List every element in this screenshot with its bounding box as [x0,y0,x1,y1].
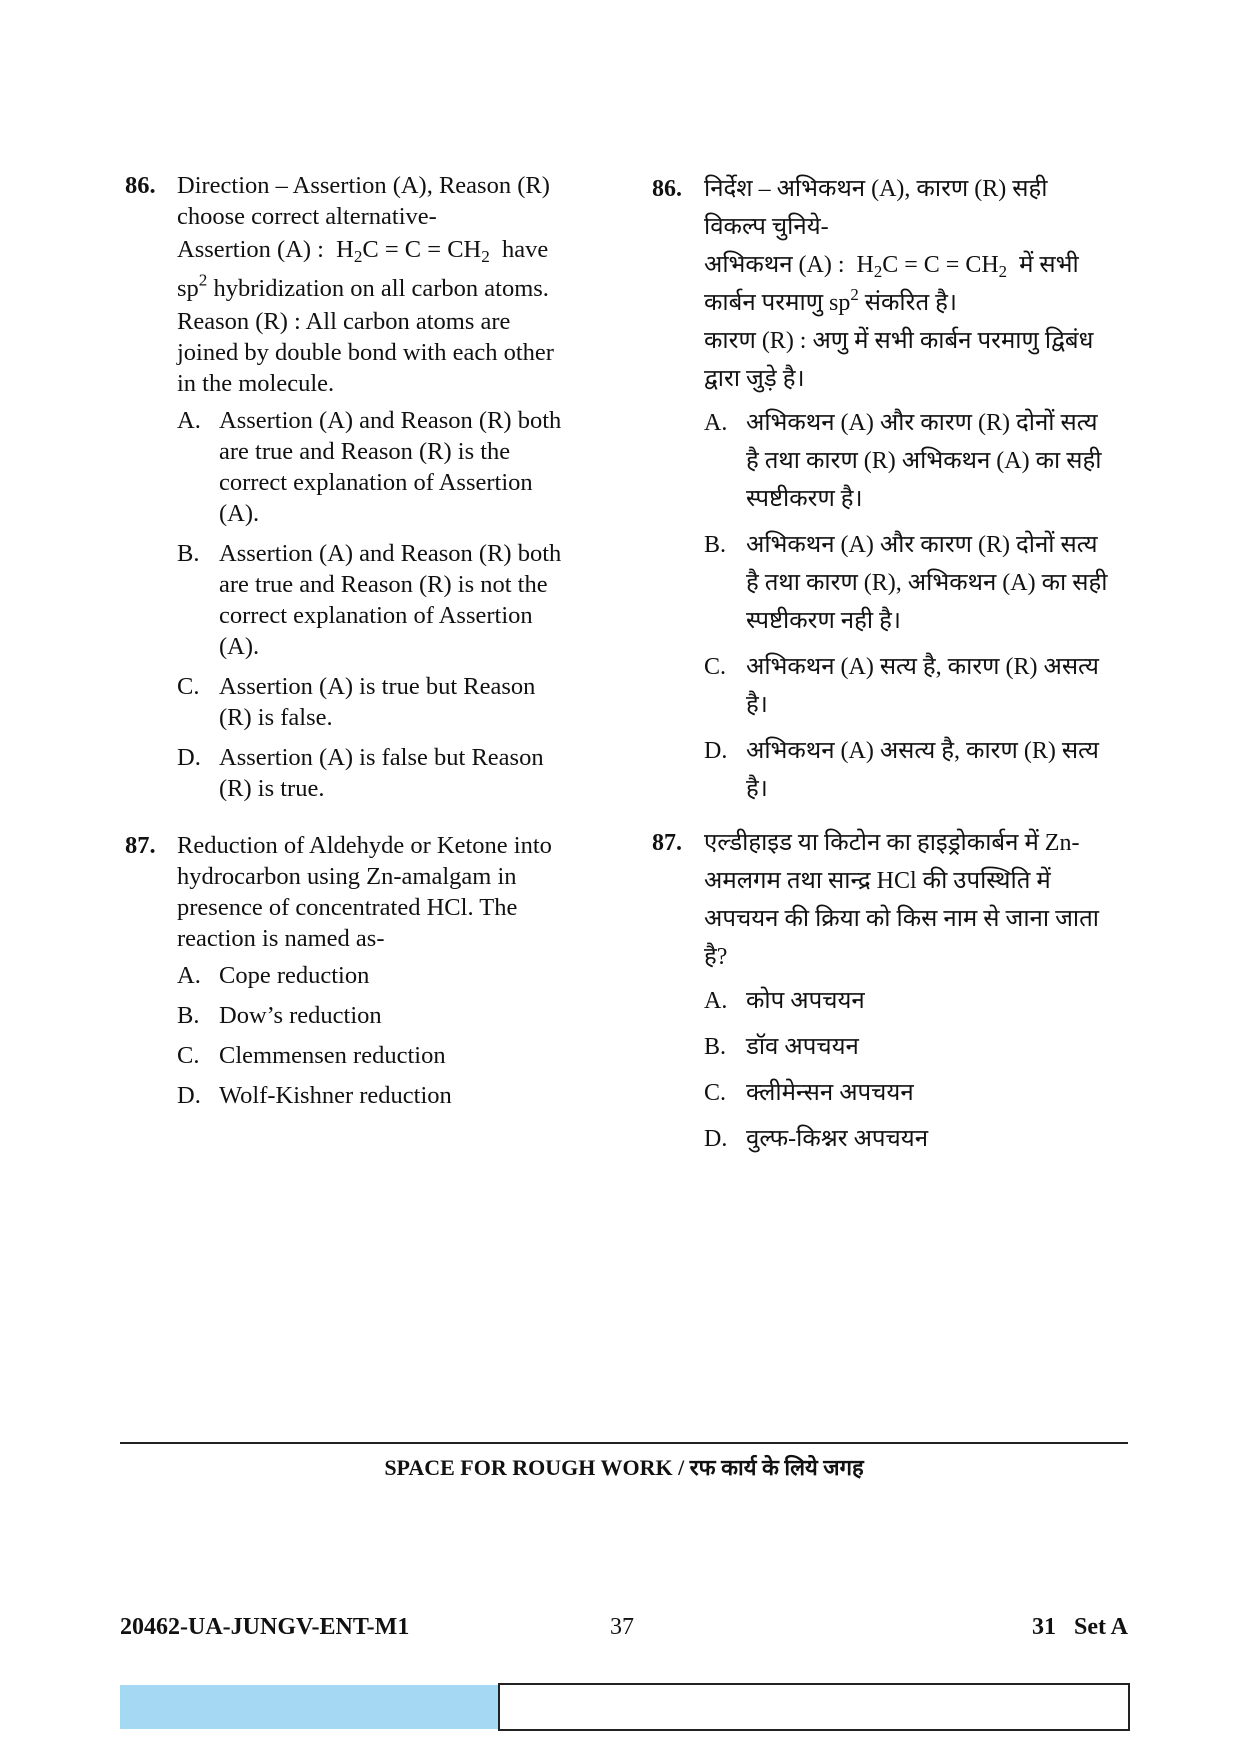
english-column [125,170,605,1120]
page-number: 37 [610,1614,634,1640]
options-list [177,960,605,1111]
question-text: Direction – Assertion (A), Reason (R) [177,172,550,199]
option-b: B. Assertion (A) and Reason (R) both are true and Reason (R) is not the correct explanation of Assertion (A). [177,540,562,660]
option-d: D. अभिकथन (A) असत्य है, कारण (R) सत्य है। [704,738,1099,802]
reason-text: द्वारा जुड़े है। [704,366,805,392]
set-label: 31 Set A [1032,1614,1128,1640]
options-list [704,982,1122,1158]
option-a: A. Assertion (A) and Reason (R) both are true and Reason (R) is the correct explanation of Assertion (A). [177,407,562,527]
question-text: presence of concentrated HCl. The [177,894,518,921]
question-text: विकल्प चुनिये- [704,214,829,240]
question-text: एल्डीहाइड या किटोन का हाइड्रोकार्बन में Zn- [704,830,1080,856]
option-c: C. Assertion (A) is true but Reason (R) is false. [177,673,536,731]
paper-code: 20462-UA-JUNGV-ENT-M1 [120,1614,410,1640]
reason-text: कारण (R) : अणु में सभी कार्बन परमाणु द्विबंध [704,328,1094,354]
hybridization-line: कार्बन परमाणु $sp^2$ संकरित है। [704,284,957,316]
option-b: B. Dow’s reduction [177,1002,382,1029]
question-text: अपचयन की क्रिया को किस नाम से जाना जाता [704,906,1099,932]
option-b: B. अभिकथन (A) और कारण (R) दोनों सत्य है तथा कारण (R), अभिकथन (A) का सही स्पष्टीकरण नही है। [704,532,1108,634]
hindi-column [652,170,1122,1166]
chemical-formula: $H_2C = C = CH_2$ [336,236,490,267]
reason-text: in the molecule. [177,370,335,397]
option-c: C. अभिकथन (A) सत्य है, कारण (R) असत्य है। [704,654,1099,718]
blue-band [120,1685,498,1729]
options-list [704,404,1122,808]
option-b: B. डॉव अपचयन [704,1034,859,1060]
question-number: 86. [652,176,682,202]
option-d: D. वुल्फ-किश्नर अपचयन [704,1126,929,1152]
divider [120,1442,1128,1444]
reason-text: Reason (R) : All carbon atoms are [177,308,511,335]
empty-box [498,1683,1130,1731]
question-text: Reduction of Aldehyde or Ketone into [177,832,552,859]
hybridization-line: $sp^2$ hybridization on all carbon atoms. [177,270,549,302]
question-text: choose correct alternative- [177,203,437,230]
option-c: C. Clemmensen reduction [177,1042,446,1069]
question-text: है? [704,944,728,970]
question-86-en [125,170,605,804]
assertion-line: Assertion (A) : $H_2C = C = CH_2$ have [177,236,549,267]
question-text: reaction is named as- [177,925,385,952]
option-c: C. क्लीमेन्सन अपचयन [704,1080,914,1106]
question-text: निर्देश – अभिकथन (A), कारण (R) सही [704,176,1048,202]
reason-text: joined by double bond with each other [177,339,554,366]
question-number: 87. [125,832,156,859]
question-86-hi [652,170,1122,808]
question-87-hi [652,824,1122,1158]
option-a: A. कोप अपचयन [704,988,865,1014]
question-number: 87. [652,830,682,856]
option-d: D. Wolf-Kishner reduction [177,1082,452,1109]
chemical-formula: $H_2C = C = CH_2$ [856,252,1008,282]
option-a: A. Cope reduction [177,962,370,989]
rough-work-heading: SPACE FOR ROUGH WORK / रफ कार्य के लिये जगह [384,1455,864,1480]
assertion-line: अभिकथन (A) : $H_2C = C = CH_2$ में सभी [704,252,1079,282]
option-d: D. Assertion (A) is false but Reason (R) is true. [177,744,544,802]
question-number: 86. [125,172,156,199]
question-text: hydrocarbon using Zn-amalgam in [177,863,517,890]
question-87-en [125,830,605,1111]
question-text: अमलगम तथा सान्द्र HCl की उपस्थिति में [704,868,1051,894]
options-list [177,405,605,804]
option-a: A. अभिकथन (A) और कारण (R) दोनों सत्य है तथा कारण (R) अभिकथन (A) का सही स्पष्टीकरण है। [704,410,1102,512]
